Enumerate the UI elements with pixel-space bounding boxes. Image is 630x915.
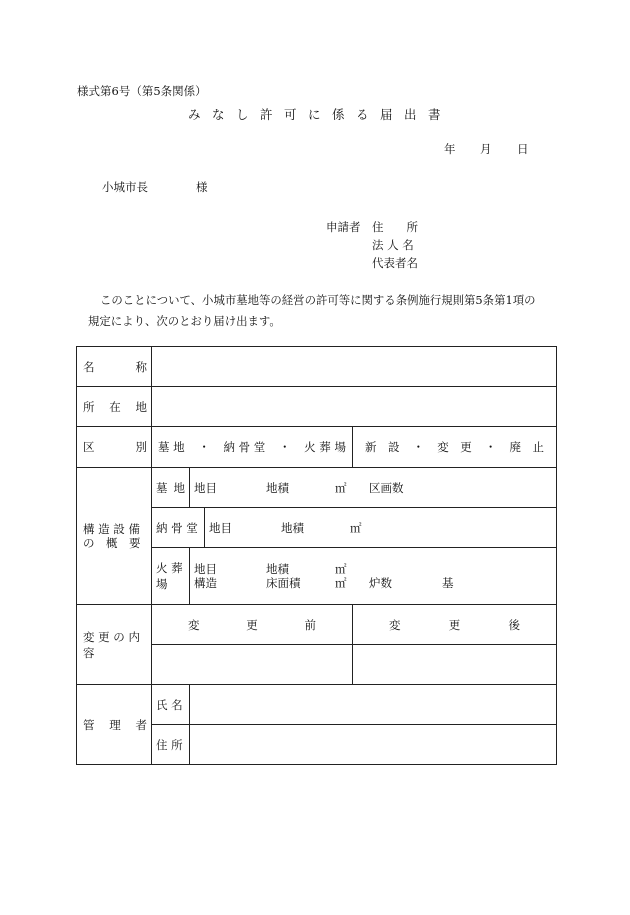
ossuary-label-cell: 納 骨 堂	[152, 508, 205, 548]
option-ossuary[interactable]: 納 骨 堂	[223, 440, 266, 454]
cemetery-area-unit: ㎡	[335, 480, 347, 495]
option-separator: ・	[198, 440, 210, 454]
before-char3: 前	[304, 617, 316, 632]
option-cemetery[interactable]: 墓 地	[158, 440, 185, 454]
category-label-char2: 別	[135, 440, 147, 454]
after-input-cell[interactable]	[353, 645, 557, 685]
date-day: 日	[517, 142, 529, 156]
crematorium-land-type: 地目	[194, 562, 217, 576]
category-label-char1: 区	[83, 440, 95, 454]
name-input-cell[interactable]	[152, 347, 557, 387]
manager-label-cell	[77, 685, 152, 765]
before-char1: 変	[188, 617, 200, 632]
applicant-address-label: 住 所	[372, 220, 418, 234]
after-char1: 変	[389, 617, 401, 632]
cemetery-label-char1: 墓	[156, 480, 168, 495]
manager-label-char3: 者	[135, 717, 147, 732]
option-new[interactable]: 新 設	[365, 440, 400, 454]
option-change[interactable]: 変 更	[437, 440, 472, 454]
after-char2: 更	[448, 617, 461, 632]
crematorium-details-cell[interactable]	[190, 548, 557, 605]
after-char3: 後	[508, 617, 520, 632]
document-title: みなし許可に係る届出書	[188, 107, 453, 122]
addressee-city: 小城市長	[102, 180, 148, 194]
manager-name-input-cell[interactable]	[190, 685, 557, 725]
name-label-char2: 称	[135, 359, 147, 374]
after-header-cell	[353, 605, 557, 645]
change-label-cell: 変 更 の 内 容	[77, 605, 152, 685]
before-header-cell	[152, 605, 353, 645]
crematorium-area: 地積	[266, 562, 289, 576]
option-abolish[interactable]: 廃 止	[509, 440, 544, 454]
applicant-rep-label: 代表者名	[372, 256, 418, 270]
location-label-cell	[77, 387, 152, 427]
cemetery-label-char2: 地	[173, 480, 185, 495]
location-label-char1: 所	[83, 399, 95, 414]
ossuary-details-cell[interactable]	[205, 508, 557, 548]
crematorium-furnace: 炉数	[369, 576, 392, 590]
crematorium-floor-area: 床面積	[266, 576, 301, 590]
option-separator: ・	[278, 440, 291, 454]
form-number: 様式第6号（第5条関係）	[77, 84, 207, 98]
ossuary-land-type: 地目	[209, 520, 232, 535]
manager-address-input-cell[interactable]	[190, 725, 557, 765]
category-options-cell[interactable]	[152, 427, 353, 468]
manager-address-label-cell: 住 所	[152, 725, 190, 765]
cemetery-plots: 区画数	[369, 480, 404, 495]
body-text-line1: このことについて、小城市墓地等の経営の許可等に関する条例施行規則第5条第1項の	[100, 293, 536, 307]
name-label-cell	[77, 347, 152, 387]
ossuary-area-unit: ㎡	[350, 520, 362, 535]
ossuary-area: 地積	[281, 520, 304, 535]
location-label-char3: 地	[135, 399, 147, 414]
body-text-line2: 規定により、次のとおり届け出ます。	[88, 314, 281, 328]
category-label-cell	[77, 427, 152, 468]
structure-label-cell	[77, 468, 152, 605]
structure-label-line2: の 概 要	[83, 536, 141, 550]
applicant-label: 申請者	[326, 220, 361, 234]
cemetery-label-cell	[152, 468, 190, 508]
addressee-honorific: 様	[196, 180, 208, 194]
crematorium-label-cell: 火 葬 場	[152, 548, 190, 605]
structure-label-line1: 構 造 設 備	[83, 522, 140, 536]
location-label-char2: 在	[109, 399, 121, 414]
crematorium-floor-area-unit: ㎡	[335, 576, 347, 590]
crematorium-area-unit: ㎡	[335, 562, 347, 576]
manager-label-char1: 管	[83, 717, 95, 732]
change-options-cell[interactable]	[353, 427, 557, 468]
date-month: 月	[480, 142, 492, 156]
crematorium-structure: 構造	[194, 576, 217, 590]
manager-name-label-cell: 氏 名	[152, 685, 190, 725]
option-crematorium[interactable]: 火 葬 場	[304, 440, 346, 454]
manager-label-char2: 理	[109, 717, 121, 732]
date-year: 年	[444, 142, 456, 156]
applicant-corp-label: 法 人 名	[372, 238, 414, 252]
cemetery-details-cell[interactable]	[190, 468, 557, 508]
name-label-char1: 名	[83, 359, 95, 374]
cemetery-land-type: 地目	[194, 480, 217, 495]
before-char2: 更	[246, 617, 258, 632]
option-separator: ・	[484, 440, 497, 454]
notification-table	[76, 346, 557, 765]
before-input-cell[interactable]	[152, 645, 353, 685]
location-input-cell[interactable]	[152, 387, 557, 427]
crematorium-furnace-unit: 基	[442, 576, 454, 590]
option-separator: ・	[412, 440, 425, 454]
cemetery-area: 地積	[266, 480, 289, 495]
